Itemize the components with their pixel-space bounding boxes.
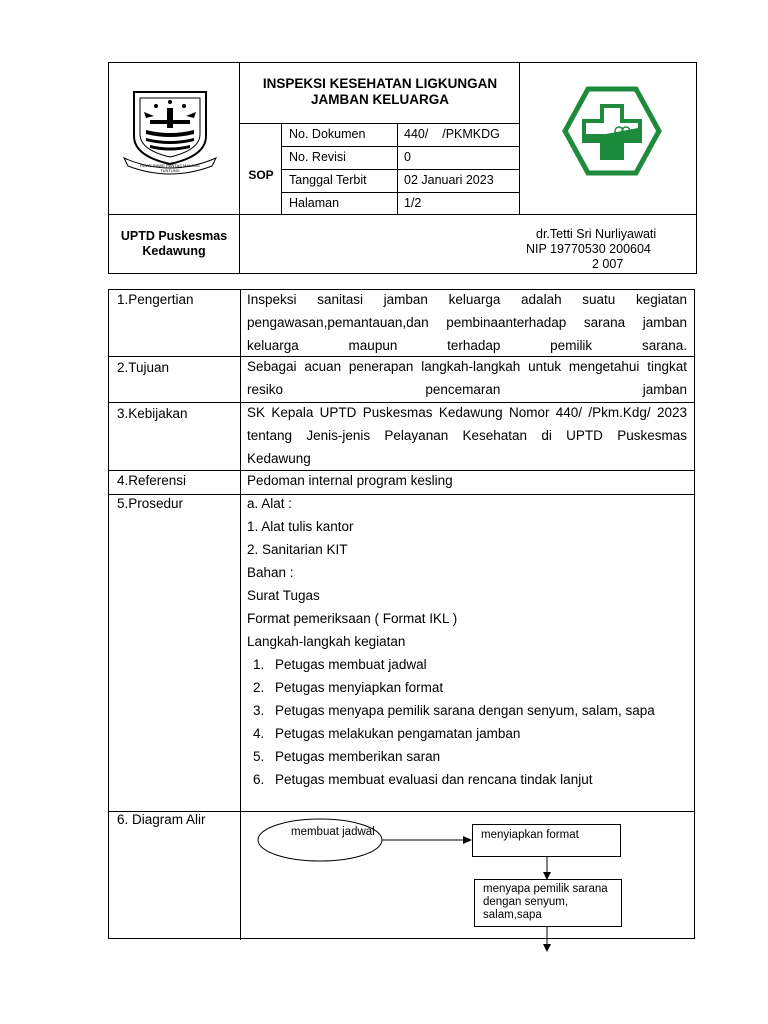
divider: [108, 214, 697, 215]
sop-label: SOP: [248, 168, 274, 182]
puskesmas-logo: [562, 86, 662, 176]
section-text-tujuan: Sebagai acuan penerapan langkah-langkah untuk mengetahui tingkat resiko pencemaran jamban: [247, 359, 687, 397]
signer-name: dr.Tetti Sri Nurliyawati: [536, 227, 657, 241]
section-text-kebijakan: SK Kepala UPTD Puskesmas Kedawung Nomor 440/ /Pkm.Kdg/ 2023 tentang Jenis-jenis Pelayanan Kesehatan di UPTD Puskesmas Kedawung: [247, 405, 687, 466]
section-prosedur-content: [247, 492, 687, 791]
signer-nip: NIP 19770530 200604: [526, 242, 651, 256]
section-text-referensi: Pedoman internal program kesling: [247, 473, 453, 488]
divider: [281, 146, 520, 147]
divider: [239, 123, 520, 124]
meta-label-no-dokumen: No. Dokumen: [289, 127, 366, 141]
prosedur-step: 4. Petugas melakukan pengamatan jamban: [253, 726, 521, 741]
prosedur-step: 2. Petugas menyiapkan format: [253, 680, 444, 695]
seal-motto: RAWE RAWE RANTAS MALANG TUNTUNG: [140, 163, 200, 173]
divider: [281, 169, 520, 170]
section-label-pengertian: 1.Pengertian: [117, 292, 194, 307]
flow-node-menyiapkan-format: menyiapkan format: [472, 824, 621, 857]
prosedur-line: 2. Sanitarian KIT: [247, 542, 348, 557]
section-label-tujuan: 2.Tujuan: [117, 360, 170, 375]
prosedur-step: 6. Petugas membuat evaluasi dan rencana tindak lanjut: [253, 772, 593, 787]
meta-value-tanggal: 02 Januari 2023: [404, 173, 494, 187]
signer-nip-continued: 2 007: [592, 257, 624, 271]
meta-value-halaman: 1/2: [404, 196, 422, 210]
prosedur-step: 3. Petugas menyapa pemilik sarana dengan senyum, salam, sapa: [253, 703, 655, 718]
section-text-pengertian: Inspeksi sanitasi jamban keluarga adalah suatu kegiatan pengawasan,pemantauan,dan pembinaanterhadap sarana jamban keluarga maupun terhadap pemilik sarana.: [247, 292, 687, 353]
signature-block: [520, 227, 692, 272]
prosedur-step: 5. Petugas memberikan saran: [253, 749, 441, 764]
meta-label-halaman: Halaman: [289, 196, 340, 210]
prosedur-line: 1. Alat tulis kantor: [247, 519, 354, 534]
meta-label-tanggal: Tanggal Terbit: [289, 173, 367, 187]
prosedur-line: Bahan :: [247, 565, 294, 580]
section-label-prosedur: 5.Prosedur: [117, 496, 184, 511]
prosedur-line: a. Alat :: [247, 496, 293, 511]
divider: [240, 290, 241, 940]
meta-value-no-revisi: 0: [404, 150, 411, 164]
flow-arrowhead: [543, 944, 551, 952]
meta-label-no-revisi: No. Revisi: [289, 150, 346, 164]
document-title: INSPEKSI KESEHATAN LIGKUNGAN JAMBAN KELUARGA: [262, 76, 498, 107]
prosedur-step: 1. Petugas membuat jadwal: [253, 657, 427, 672]
prosedur-line: Surat Tugas: [247, 588, 320, 603]
section-label-kebijakan: 3.Kebijakan: [117, 406, 188, 421]
divider: [281, 192, 520, 193]
organization-name: UPTD Puskesmas Kedawung: [120, 229, 228, 258]
flow-node-membuat-jadwal: membuat jadwal: [291, 826, 375, 838]
section-label-diagram: 6. Diagram Alir: [117, 812, 206, 827]
flow-node-menyapa: menyapa pemilik sarana dengan senyum, salam,sapa: [474, 879, 622, 927]
flow-arrowhead: [463, 836, 472, 844]
prosedur-line: Langkah-langkah kegiatan: [247, 634, 406, 649]
section-label-referensi: 4.Referensi: [117, 473, 187, 488]
meta-value-no-dokumen: 440/ /PKMKDG: [404, 127, 500, 141]
prosedur-line: Format pemeriksaan ( Format IKL ): [247, 611, 458, 626]
